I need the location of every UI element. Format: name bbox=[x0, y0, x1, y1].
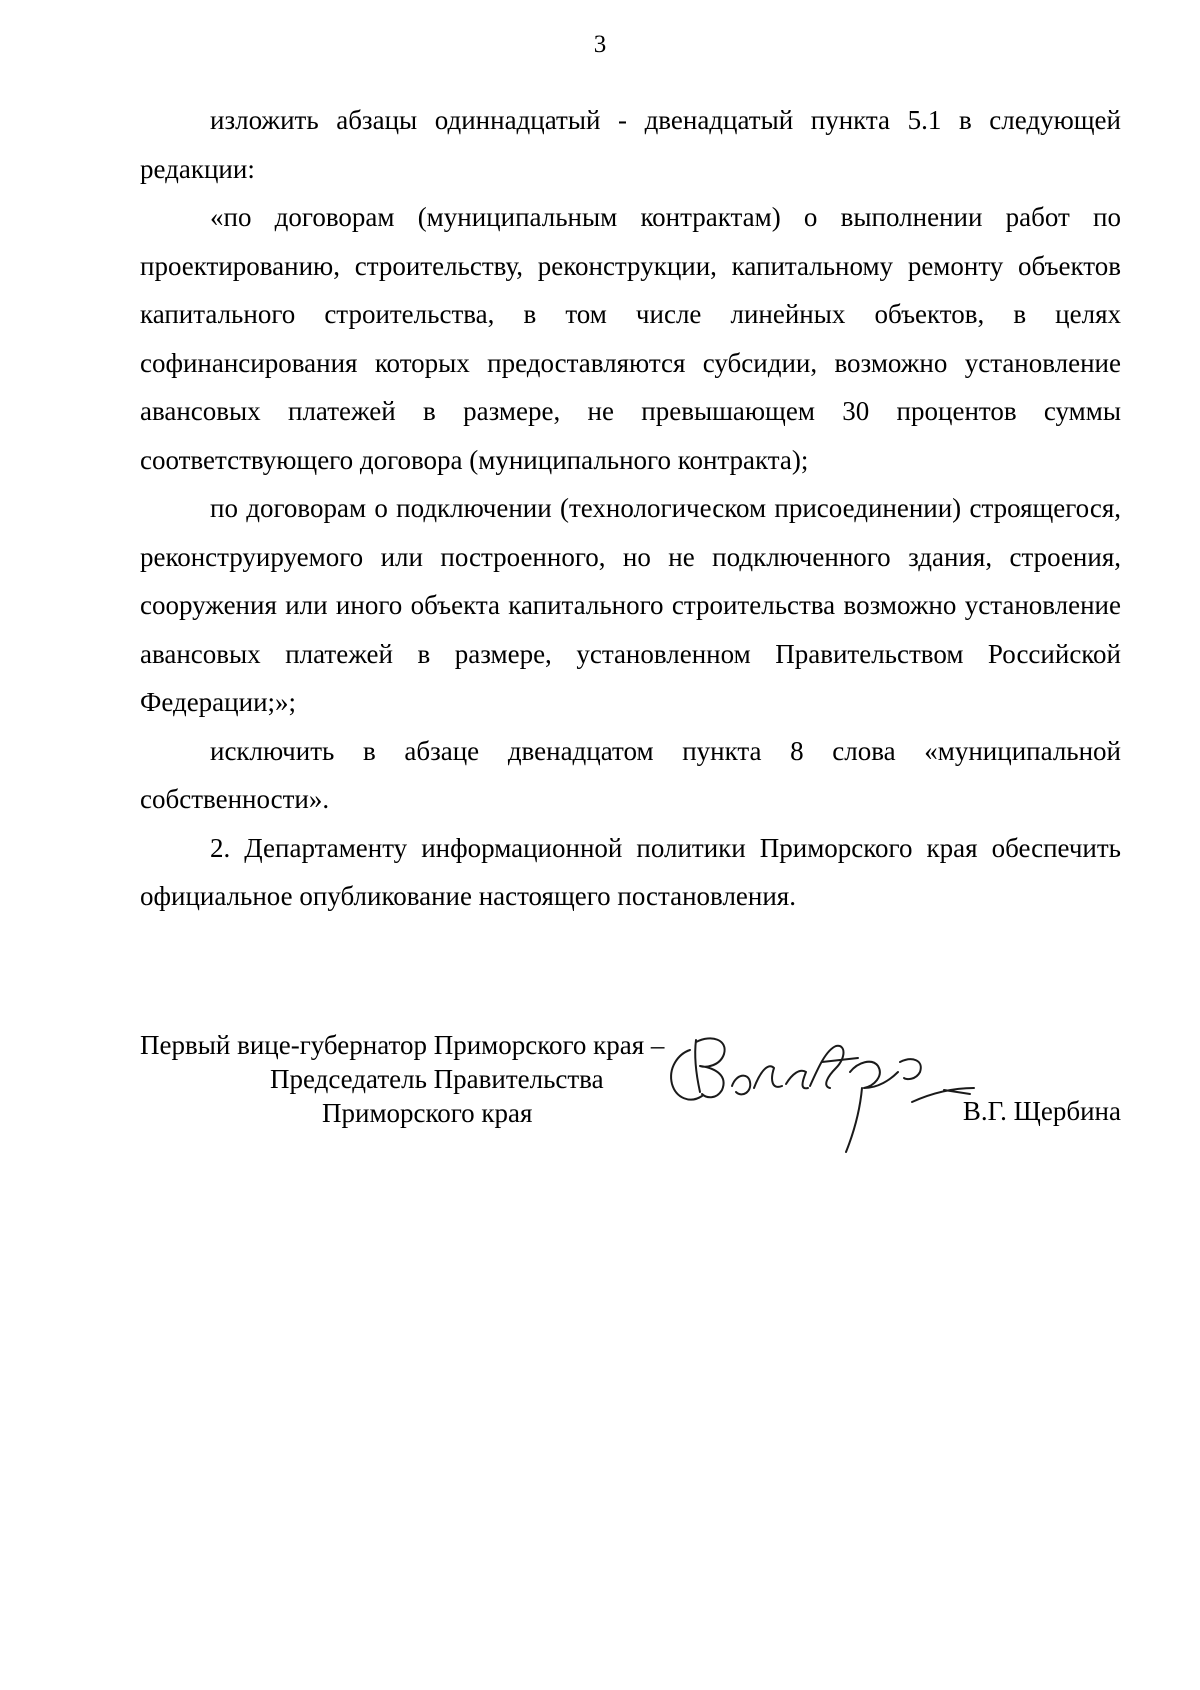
signature-block bbox=[140, 1028, 1121, 1168]
signatory-title-line-1: Первый вице-губернатор Приморского края – bbox=[140, 1030, 665, 1060]
page-number: 3 bbox=[593, 31, 607, 58]
document-body bbox=[140, 96, 1121, 921]
signatory-name: В.Г. Щербина bbox=[962, 1096, 1121, 1126]
paragraph-2: «по договорам (муниципальным контрактам) о выполнении работ по проектированию, строительству, реконструкции, капитальному ремонту объектов капитального строительства, в том числе линейных объектов, в целях софинансирования которых предоставляются субсидии, возможно установление авансовых платежей в размере, не превышающем 30 процентов суммы соответствующего договора (муниципального контракта); bbox=[140, 202, 1121, 475]
paragraph-1: изложить абзацы одиннадцатый - двенадцатый пункта 5.1 в следующей редакции: bbox=[140, 105, 1121, 184]
paragraph-4: исключить в абзаце двенадцатом пункта 8 слова «муниципальной собственности». bbox=[140, 735, 1121, 814]
paragraph-3: по договорам о подключении (технологическом присоединении) строящегося, реконструируемого или построенного, но не подключенного здания, строения, сооружения или иного объекта капитального строительства возможно установление авансовых платежей в размере, установленном Правительством Российской Федерации;»; bbox=[140, 493, 1121, 717]
paragraph-5: 2. Департаменту информационной политики Приморского края обеспечить официальное опубликование настоящего постановления. bbox=[140, 832, 1121, 911]
signature-strokes bbox=[671, 1038, 974, 1152]
signatory-title-line-2: Председатель Правительства bbox=[270, 1064, 604, 1094]
signatory-title-line-3: Приморского края bbox=[322, 1098, 533, 1128]
handwritten-signature bbox=[650, 1028, 980, 1163]
